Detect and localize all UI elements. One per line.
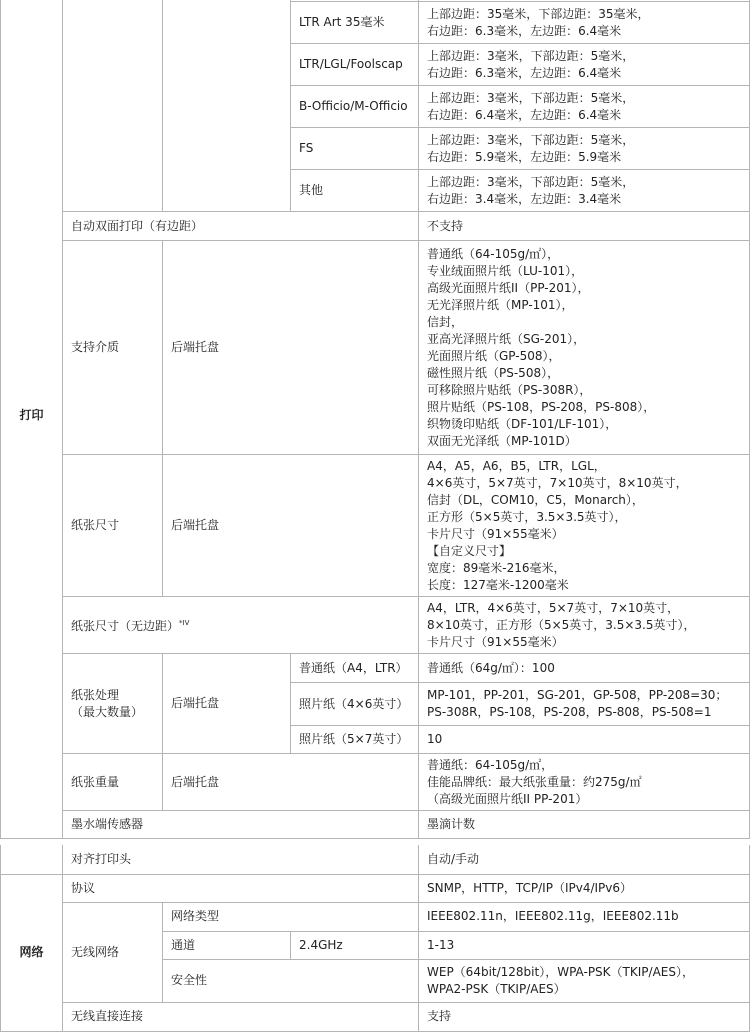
ink-sensor-value: 墨滴计数 (419, 811, 750, 839)
section-print: 打印 (1, 0, 63, 839)
handling-value: 普通纸（64g/㎡）：100 (419, 654, 750, 683)
spec-table-network (0, 845, 750, 1032)
channel-value: 1-13 (419, 931, 750, 959)
margin-label-fs: FS (291, 128, 419, 170)
margin-value-bofficio: 上部边距：3毫米，下部边距：5毫米， 右边距：6.4毫米，左边距：6.4毫米 (419, 86, 750, 128)
media-value: 普通纸（64-105g/㎡）， 专业绒面照片纸（LU-101）， 高级光面照片纸II（PP-201）， 无光泽照片纸（MP-101）， 信封， 亚高光泽照片纸（SG-201）， 光面照片纸（GP-508）， 磁性照片纸（PS-508）， 可移除照片贴纸（PS-308R）， 照片贴纸（PS-108，PS-208，PS-808）， 织物烫印贴纸（DF-101/LF-101）， 双面无光泽纸（MP-101D） (419, 241, 750, 455)
handling-value: 10 (419, 726, 750, 754)
spacer-cell (63, 0, 163, 212)
margin-label-ltr-art: LTR Art 35毫米 (291, 2, 419, 44)
borderless-label: 纸张尺寸（无边距）$^{*IV}$ (63, 597, 419, 654)
security-label: 安全性 (163, 959, 419, 1002)
channel-band: 2.4GHz (291, 931, 419, 959)
protocol-label: 协议 (63, 874, 419, 902)
duplex-value: 不支持 (419, 212, 750, 241)
security-value: WEP（64bit/128bit），WPA-PSK（TKIP/AES）， WPA2-PSK（TKIP/AES） (419, 959, 750, 1002)
margin-value-ltr-art: 上部边距：35毫米，下部边距：35毫米， 右边距：6.3毫米，左边距：6.4毫米 (419, 2, 750, 44)
margin-label-bofficio: B-Officio/M-Officio (291, 86, 419, 128)
network-type-value: IEEE802.11n，IEEE802.11g，IEEE802.11b (419, 902, 750, 931)
borderless-value: A4，LTR，4×6英寸，5×7英寸，7×10英寸， 8×10英寸，正方形（5×5英寸，3.5×3.5英寸）， 卡片尺寸（91×55毫米） (419, 597, 750, 654)
align-label: 对齐打印头 (63, 845, 419, 874)
handling-tray: 后端托盘 (163, 654, 291, 754)
handling-label: 纸张处理 （最大数量） (63, 654, 163, 754)
margin-value-other: 上部边距：3毫米，下部边距：5毫米， 右边距：3.4毫米，左边距：3.4毫米 (419, 170, 750, 212)
paper-size-label: 纸张尺寸 (63, 455, 163, 597)
channel-label: 通道 (163, 931, 291, 959)
margin-label-other: 其他 (291, 170, 419, 212)
media-tray: 后端托盘 (163, 241, 419, 455)
table-row (1, 754, 750, 811)
wifi-direct-label: 无线直接连接 (63, 1002, 419, 1031)
wireless-label: 无线网络 (63, 902, 163, 1002)
table-row (1, 597, 750, 654)
handling-type: 普通纸（A4，LTR） (291, 654, 419, 683)
margin-label-ltr-lgl: LTR/LGL/Foolscap (291, 44, 419, 86)
spacer-cell (163, 0, 291, 212)
wifi-direct-value: 支持 (419, 1002, 750, 1031)
table-row (1, 455, 750, 597)
table-row (1, 241, 750, 455)
protocol-value: SNMP，HTTP，TCP/IP（IPv4/IPv6） (419, 874, 750, 902)
table-row (1, 1002, 750, 1031)
handling-value: MP-101，PP-201，SG-201，GP-508，PP-208=30； PS-308R，PS-108，PS-208，PS-808，PS-508=1 (419, 683, 750, 726)
section-network: 网络 (1, 874, 63, 1031)
section-print-tail (1, 845, 63, 874)
weight-value: 普通纸：64-105g/㎡， 佳能品牌纸：最大纸张重量：约275g/㎡ （高级光面照片纸II PP-201） (419, 754, 750, 811)
paper-size-tray: 后端托盘 (163, 455, 419, 597)
duplex-label: 自动双面打印（有边距） (63, 212, 419, 241)
table-row (1, 845, 750, 874)
network-type-label: 网络类型 (163, 902, 419, 931)
weight-tray: 后端托盘 (163, 754, 419, 811)
paper-size-value: A4，A5，A6，B5，LTR，LGL， 4×6英寸，5×7英寸，7×10英寸，8×10英寸， 信封（DL，COM10，C5，Monarch）， 正方形（5×5英寸，3.5×3.5英寸）， 卡片尺寸（91×55毫米） 【自定义尺寸】 宽度：89毫米-216毫米， 长度：127毫米-1200毫米 (419, 455, 750, 597)
handling-type: 照片纸（5×7英寸） (291, 726, 419, 754)
margin-value-fs: 上部边距：3毫米，下部边距：5毫米， 右边距：5.9毫米，左边距：5.9毫米 (419, 128, 750, 170)
margin-value-ltr-lgl: 上部边距：3毫米，下部边距：5毫米， 右边距：6.3毫米，左边距：6.4毫米 (419, 44, 750, 86)
table-row (1, 654, 750, 683)
ink-sensor-label: 墨水端传感器 (63, 811, 419, 839)
handling-type: 照片纸（4×6英寸） (291, 683, 419, 726)
table-row (1, 874, 750, 902)
footnote-mark: *IV (179, 619, 190, 627)
weight-label: 纸张重量 (63, 754, 163, 811)
table-row (1, 212, 750, 241)
align-value: 自动/手动 (419, 845, 750, 874)
table-row (1, 902, 750, 931)
table-row (1, 811, 750, 839)
media-label: 支持介质 (63, 241, 163, 455)
